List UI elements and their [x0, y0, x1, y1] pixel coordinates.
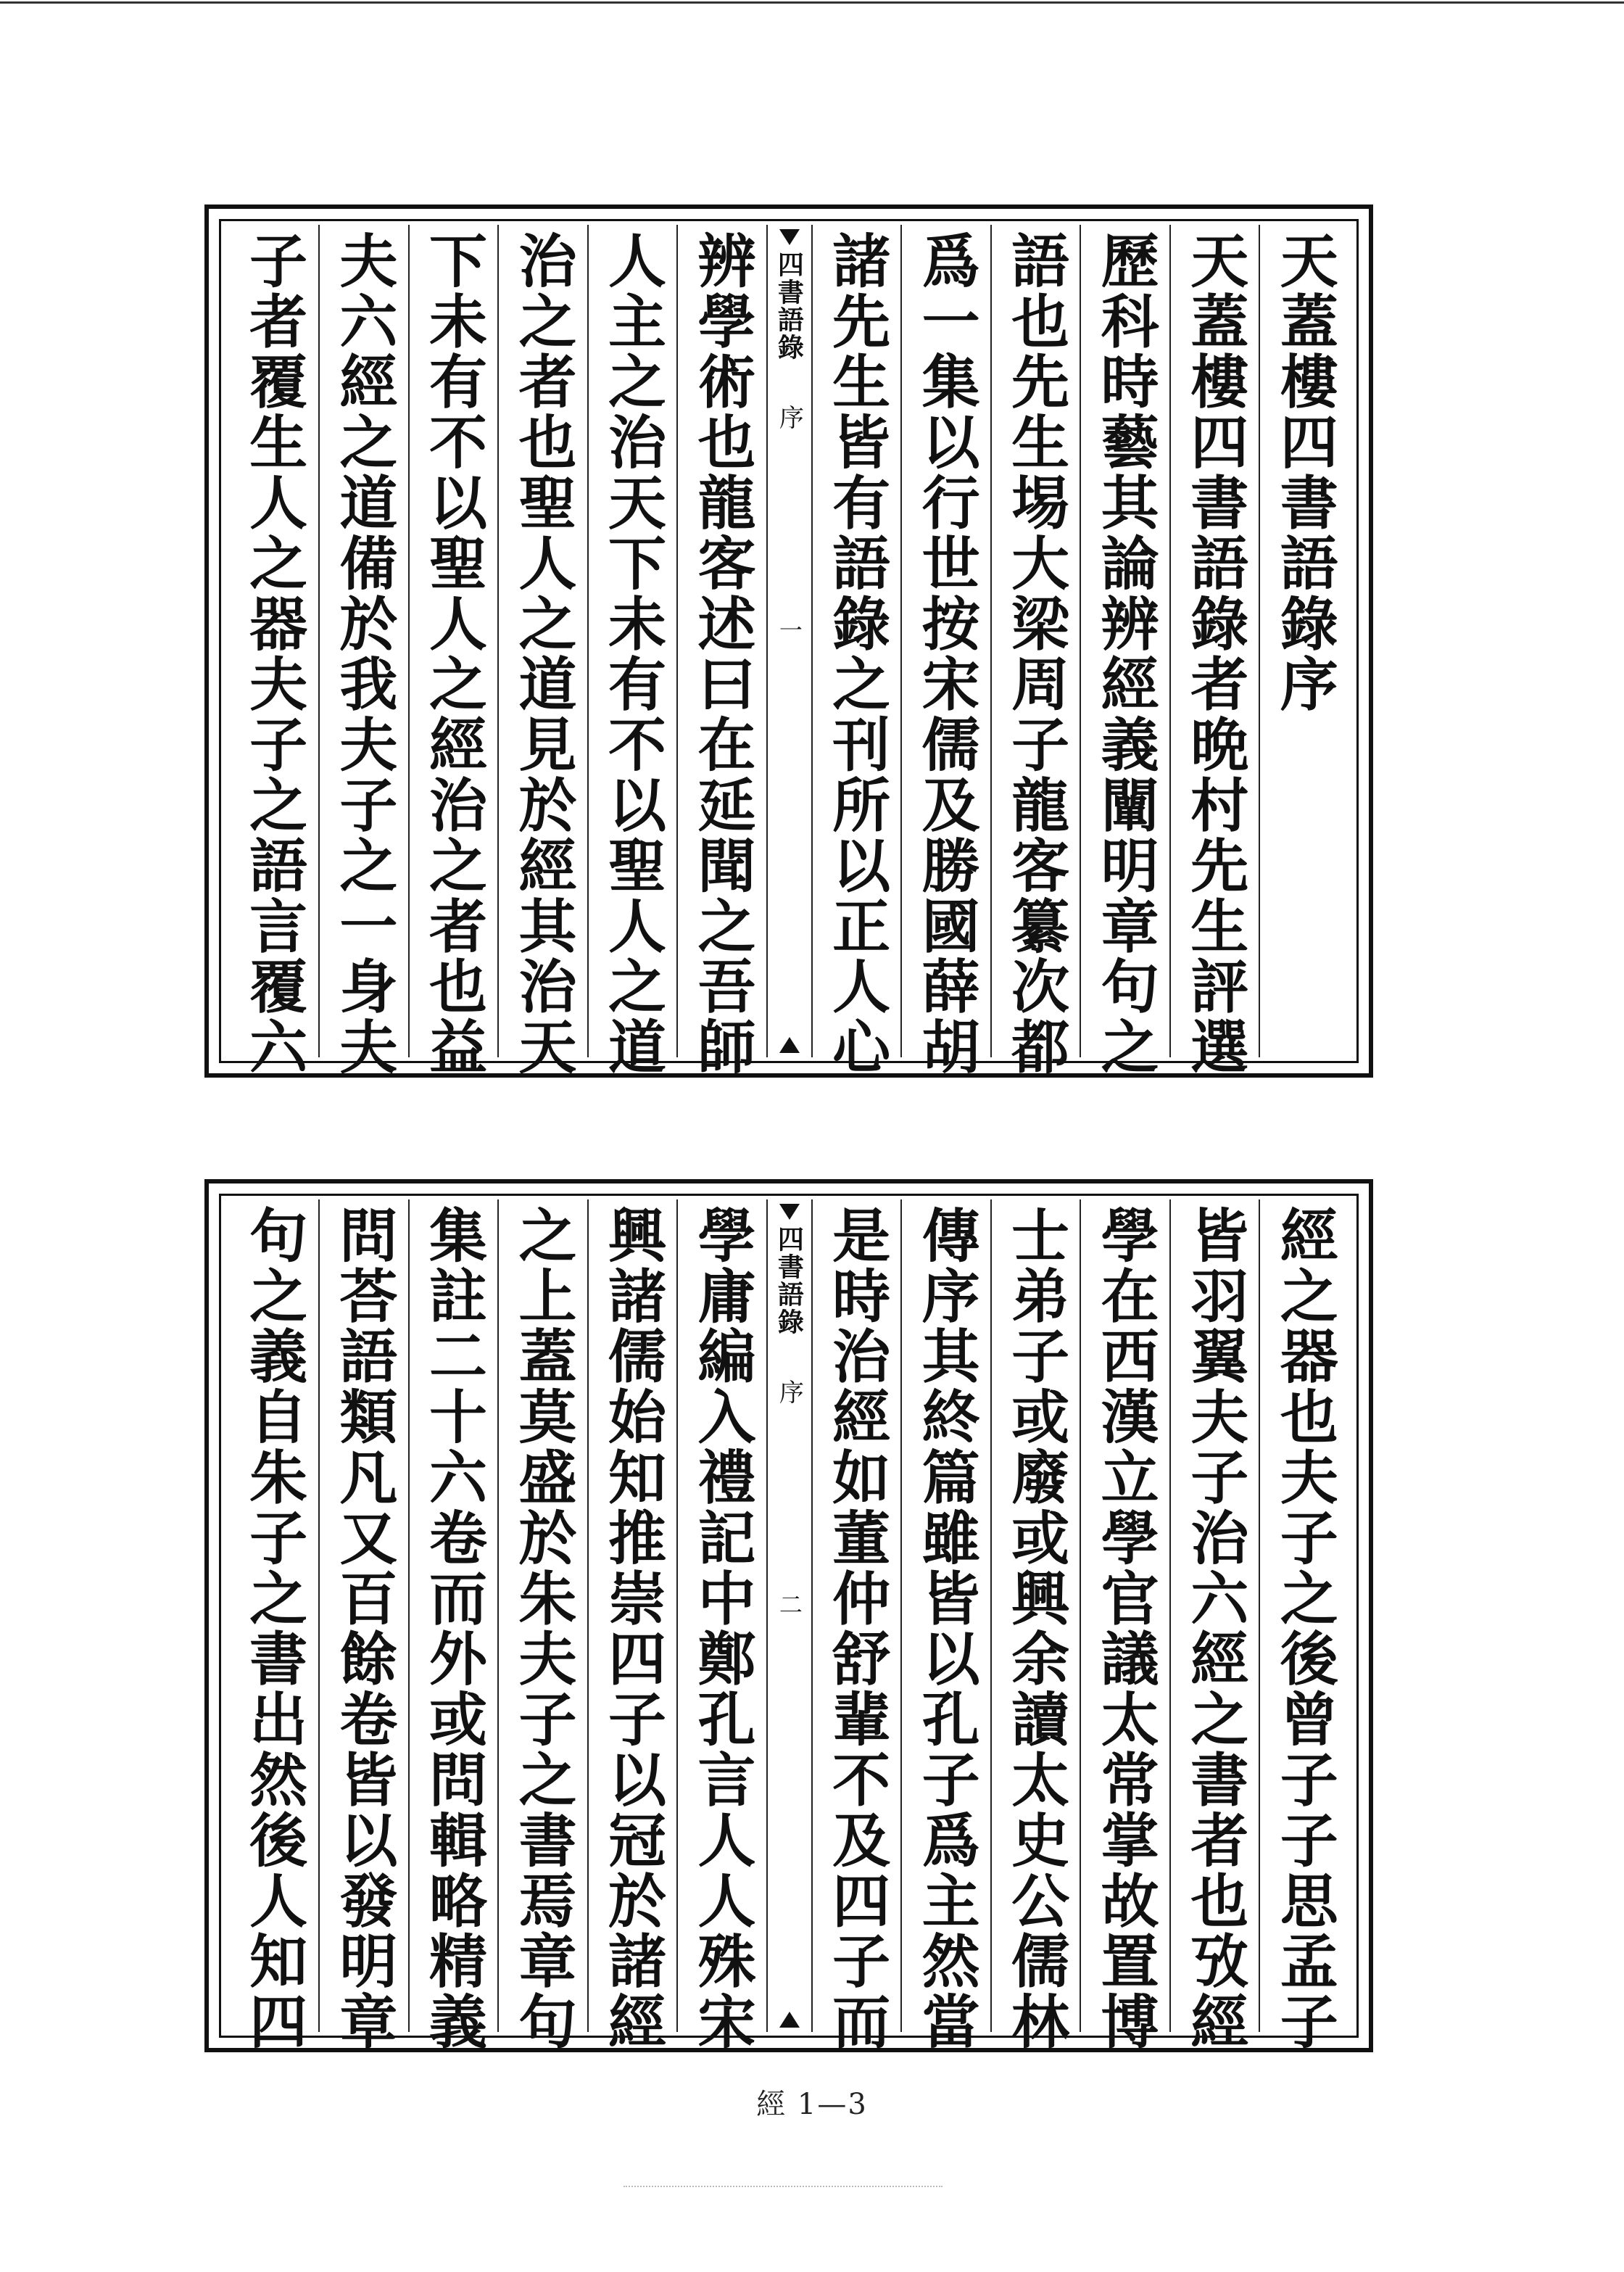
center-page-number: 一 [775, 618, 803, 641]
center-section-label: 序 [774, 1379, 804, 1404]
text-column [811, 225, 901, 1078]
text-column [676, 225, 766, 1078]
center-page-number: 二 [775, 1593, 803, 1616]
center-book-title: 四書語錄 [774, 251, 805, 361]
text-column [1169, 225, 1259, 1078]
text-column [990, 1199, 1080, 2052]
text-line: 語也先生埸大梁周子龍客纂次都 [1001, 231, 1070, 1078]
text-column [1080, 1199, 1169, 2052]
text-line: 學在西漢立學官議太常掌故置博 [1091, 1205, 1160, 2052]
text-line: 問荅語類凡又百餘卷皆以發明章 [329, 1205, 398, 2052]
text-line: 夫六經之道備於我夫子之一身夫 [329, 231, 398, 1078]
text-line: 興諸儒始知推崇四子以冠於諸經 [598, 1205, 667, 2052]
preface-title-column [1259, 225, 1348, 1057]
fish-tail-mark [779, 1037, 800, 1053]
text-line: 之上蓋莫盛於朱夫子之書焉章句 [508, 1205, 577, 2052]
text-line: 傳序其終篇雖皆以孔子爲主然當 [912, 1205, 981, 2052]
text-line: 諸先生皆有語錄之刊所以正人心 [822, 231, 891, 1078]
fish-tail-mark [779, 1204, 800, 1220]
text-column [676, 1199, 766, 2052]
top-rule [0, 1, 1624, 4]
text-line: 歷科時藝其論辨經義闡明章句之 [1091, 231, 1160, 1078]
text-column [900, 1199, 990, 2052]
text-line: 句之義自朱子之書出然後人知四 [239, 1205, 308, 2052]
text-line: 經之器也夫子之後曾子子思孟子 [1270, 1205, 1339, 2052]
text-line: 是時治經如董仲舒輩不及四子而 [822, 1205, 891, 2052]
text-column [318, 1199, 408, 2052]
text-line: 辨學術也龍客述曰在延聞之吾師 [688, 231, 757, 1078]
text-line: 人主之治天下未有不以聖人之道 [598, 231, 667, 1078]
center-fold-upper [766, 225, 811, 1057]
text-line: 爲一集以行世按宋儒及勝國薛胡 [912, 231, 981, 1078]
text-columns-upper [229, 225, 1348, 1078]
text-column [408, 225, 498, 1078]
text-column [1080, 225, 1169, 1078]
text-column [900, 225, 990, 1078]
text-column [229, 225, 318, 1078]
text-column [229, 1199, 318, 2052]
text-column [1169, 1199, 1259, 2052]
text-column [587, 1199, 677, 2052]
text-line: 集註二十六卷而外或問輯略精義 [419, 1205, 488, 2052]
text-line: 士弟子或廢或興余讀太史公儒林 [1001, 1205, 1070, 2052]
text-line: 治之者也聖人之道見於經其治天 [508, 231, 577, 1078]
fish-tail-mark [779, 2012, 800, 2028]
text-line: 下未有不以聖人之經治之者也益 [419, 231, 488, 1078]
text-line: 天蓋樓四書語錄者晩村先生評選 [1180, 231, 1249, 1078]
text-column [1259, 1199, 1348, 2052]
text-column [587, 225, 677, 1078]
text-line: 學庸編入禮記中鄭孔言人人殊宋 [688, 1205, 757, 2052]
page-number: 經 1—3 [756, 2088, 868, 2121]
scan-artifact [624, 2186, 942, 2187]
text-line: 子者覆生人之器夫子之語言覆六 [239, 231, 308, 1078]
text-column [990, 225, 1080, 1078]
text-column [497, 225, 587, 1078]
text-line: 皆羽翼夫子治六經之書者也攷經 [1180, 1205, 1249, 2052]
center-section-label: 序 [774, 405, 804, 429]
text-column [497, 1199, 587, 2052]
text-column [811, 1199, 901, 2052]
text-column [318, 225, 408, 1078]
page-block-upper [204, 205, 1373, 1078]
fish-tail-mark [779, 229, 800, 245]
center-fold-lower [766, 1199, 811, 2032]
page-block-lower [204, 1179, 1373, 2052]
text-column [408, 1199, 498, 2052]
text-columns-lower [229, 1199, 1348, 2052]
preface-title: 天蓋樓四書語錄序 [1270, 231, 1339, 715]
center-book-title: 四書語錄 [774, 1226, 805, 1336]
